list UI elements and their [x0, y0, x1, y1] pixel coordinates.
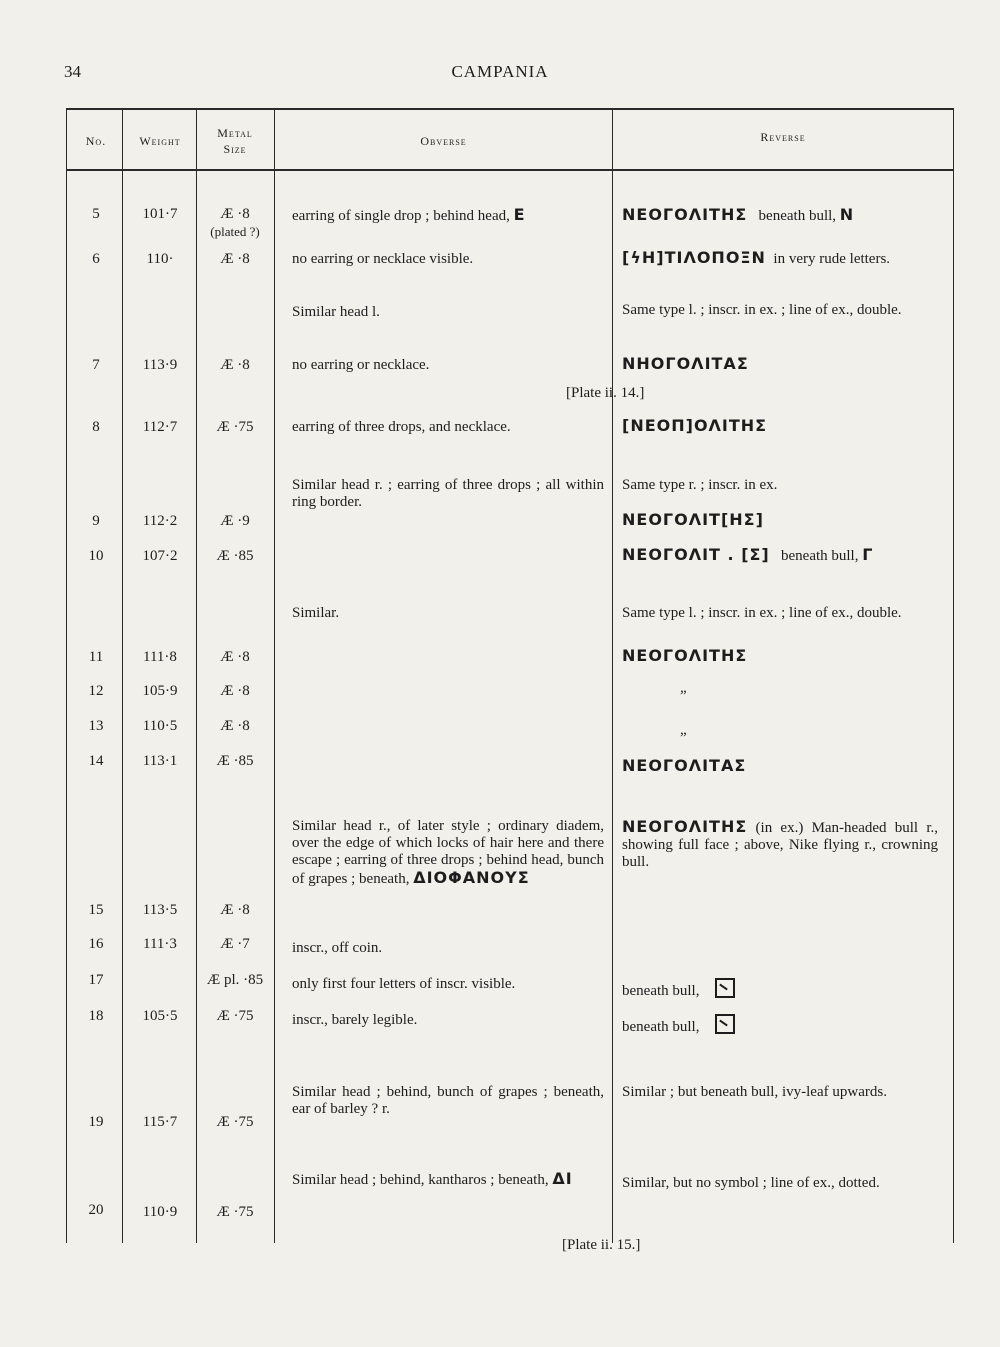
row-7-reverse: ΝΗΟΓΟΛΙΤΑΣ	[622, 354, 749, 373]
group-2-reverse: Same type r. ; inscr. in ex.	[622, 477, 778, 493]
table-header-rule	[66, 169, 954, 171]
row-19-obverse: Similar head ; behind, bunch of grapes ; beneath, ear of barley ? r.	[292, 1084, 604, 1117]
row-19-no: 19	[88, 1114, 104, 1130]
col-rule-right	[953, 108, 954, 1243]
row-6-metal: Æ ·8	[220, 251, 250, 267]
row-11-no: 11	[88, 649, 104, 665]
row-20-no: 20	[88, 1202, 104, 1218]
row-13-weight: 110·5	[142, 718, 178, 734]
row-15-metal: Æ ·8	[220, 902, 250, 918]
row-20-obverse: Similar head ; behind, kantharos ; beneath, ΔΙ	[292, 1169, 573, 1188]
row-18-obverse: inscr., barely legible.	[292, 1012, 418, 1028]
row-18-weight: 105·5	[142, 1008, 178, 1024]
row-5-metal-note: (plated ?)	[210, 224, 260, 239]
row-16-obverse: inscr., off coin.	[292, 940, 383, 956]
monogram-icon	[715, 978, 735, 998]
header-reverse: Reverse	[760, 130, 806, 144]
row-9-reverse: ΝΕΟΓΟΛΙΤ[ΗΣ]	[622, 510, 764, 529]
row-6-no: 6	[92, 251, 100, 267]
row-17-metal: Æ pl. ·85	[206, 972, 264, 988]
row-16-metal: Æ ·7	[220, 936, 250, 952]
row-14-reverse: ΝΕΟΓΟΛΙΤΑΣ	[622, 756, 747, 775]
row-7-weight: 113·9	[142, 357, 178, 373]
row-11-weight: 111·8	[143, 649, 177, 665]
plate-reference-15: [Plate ii. 15.]	[562, 1237, 641, 1253]
row-9-no: 9	[92, 513, 100, 529]
row-13-metal: Æ ·8	[220, 718, 250, 734]
plate-reference-14: [Plate ii. 14.]	[566, 385, 645, 401]
row-13-no: 13	[88, 718, 104, 734]
row-11-metal: Æ ·8	[220, 649, 250, 665]
row-5-reverse: ΝΕΟΓΟΛΙΤΗΣ beneath bull, Ν	[622, 205, 855, 224]
table-top-rule	[66, 108, 954, 110]
row-17-no: 17	[88, 972, 104, 988]
monogram-icon	[715, 1014, 735, 1034]
row-8-obverse: earring of three drops, and necklace.	[292, 419, 511, 435]
row-5-no: 5	[92, 206, 100, 222]
header-metal: Metal	[217, 126, 253, 140]
row-6-weight: 110·	[146, 251, 174, 267]
row-8-weight: 112·7	[142, 419, 178, 435]
row-10-no: 10	[88, 548, 104, 564]
row-19-weight: 115·7	[142, 1114, 178, 1130]
row-10-reverse: ΝΕΟΓΟΛΙΤ . [Σ] beneath bull, Γ	[622, 545, 874, 564]
group-4-obverse: Similar head r., of later style ; ordinary diadem, over the edge of which locks of hair here and there escape ; earring of three drops ; behind head, bunch of grapes ; beneath, ΔΙΟΦΑΝΟΥΣ	[292, 818, 604, 887]
row-15-no: 15	[88, 902, 104, 918]
row-18-no: 18	[88, 1008, 104, 1024]
row-5-obverse: earring of single drop ; behind head, E	[292, 205, 526, 224]
row-19-reverse: Similar ; but beneath bull, ivy-leaf upwards.	[622, 1084, 887, 1100]
row-20-weight: 110·9	[142, 1204, 178, 1220]
row-18-reverse: beneath bull,	[622, 1014, 938, 1036]
group-1-reverse: Same type l. ; inscr. in ex. ; line of ex., double.	[622, 302, 902, 318]
col-rule-left	[66, 108, 67, 1243]
row-13-reverse-ditto: „	[680, 722, 687, 738]
row-9-weight: 112·2	[142, 513, 178, 529]
row-12-reverse-ditto: „	[680, 680, 687, 696]
row-7-no: 7	[92, 357, 100, 373]
row-14-weight: 113·1	[142, 753, 178, 769]
row-10-metal: Æ ·85	[216, 548, 254, 564]
row-18-metal: Æ ·75	[216, 1008, 254, 1024]
row-7-obverse: no earring or necklace.	[292, 357, 430, 373]
row-19-metal: Æ ·75	[216, 1114, 254, 1130]
row-20-reverse: Similar, but no symbol ; line of ex., dotted.	[622, 1175, 880, 1191]
row-17-reverse: beneath bull,	[622, 978, 938, 1000]
group-3-reverse: Same type l. ; inscr. in ex. ; line of ex., double.	[622, 605, 902, 621]
running-title: CAMPANIA	[451, 62, 549, 81]
row-7-metal: Æ ·8	[220, 357, 250, 373]
row-14-metal: Æ ·85	[216, 753, 254, 769]
row-9-metal: Æ ·9	[220, 513, 250, 529]
row-8-metal: Æ ·75	[216, 419, 254, 435]
row-6-reverse: [ϟΗ]ΤΙΛΟΠΟΞΝ in very rude letters.	[622, 248, 891, 267]
row-8-no: 8	[92, 419, 100, 435]
row-20-metal: Æ ·75	[216, 1204, 254, 1220]
row-12-metal: Æ ·8	[220, 683, 250, 699]
group-2-obverse: Similar head r. ; earring of three drops ; all within ring border.	[292, 477, 604, 510]
header-weight: Weight	[139, 134, 181, 148]
header-no: No.	[85, 134, 107, 148]
group-3-obverse: Similar.	[292, 605, 340, 621]
row-5-metal: Æ ·8	[220, 206, 250, 222]
row-11-reverse: ΝΕΟΓΟΛΙΤΗΣ	[622, 646, 748, 665]
row-16-no: 16	[88, 936, 104, 952]
row-17-obverse: only first four letters of inscr. visible.	[292, 976, 516, 992]
row-5-weight: 101·7	[142, 206, 178, 222]
row-6-obverse: no earring or necklace visible.	[292, 251, 474, 267]
col-rule-1	[122, 108, 123, 1243]
row-8-reverse: [ΝΕΟΠ]ΟΛΙΤΗΣ	[622, 416, 768, 435]
page-number: 34	[64, 62, 81, 81]
row-14-no: 14	[88, 753, 104, 769]
group-4-reverse: ΝΕΟΓΟΛΙΤΗΣ (in ex.) Man-headed bull r., showing full face ; above, Nike flying r., crowning bull.	[622, 817, 938, 870]
col-rule-4	[612, 108, 613, 1243]
col-rule-2	[196, 108, 197, 1243]
row-12-no: 12	[88, 683, 104, 699]
header-obverse: Obverse	[420, 134, 467, 148]
row-16-weight: 111·3	[143, 936, 177, 952]
row-15-weight: 113·5	[142, 902, 178, 918]
row-12-weight: 105·9	[142, 683, 178, 699]
row-10-weight: 107·2	[142, 548, 178, 564]
header-size: Size	[223, 142, 247, 156]
col-rule-3	[274, 108, 275, 1243]
group-1-obverse: Similar head l.	[292, 304, 380, 320]
